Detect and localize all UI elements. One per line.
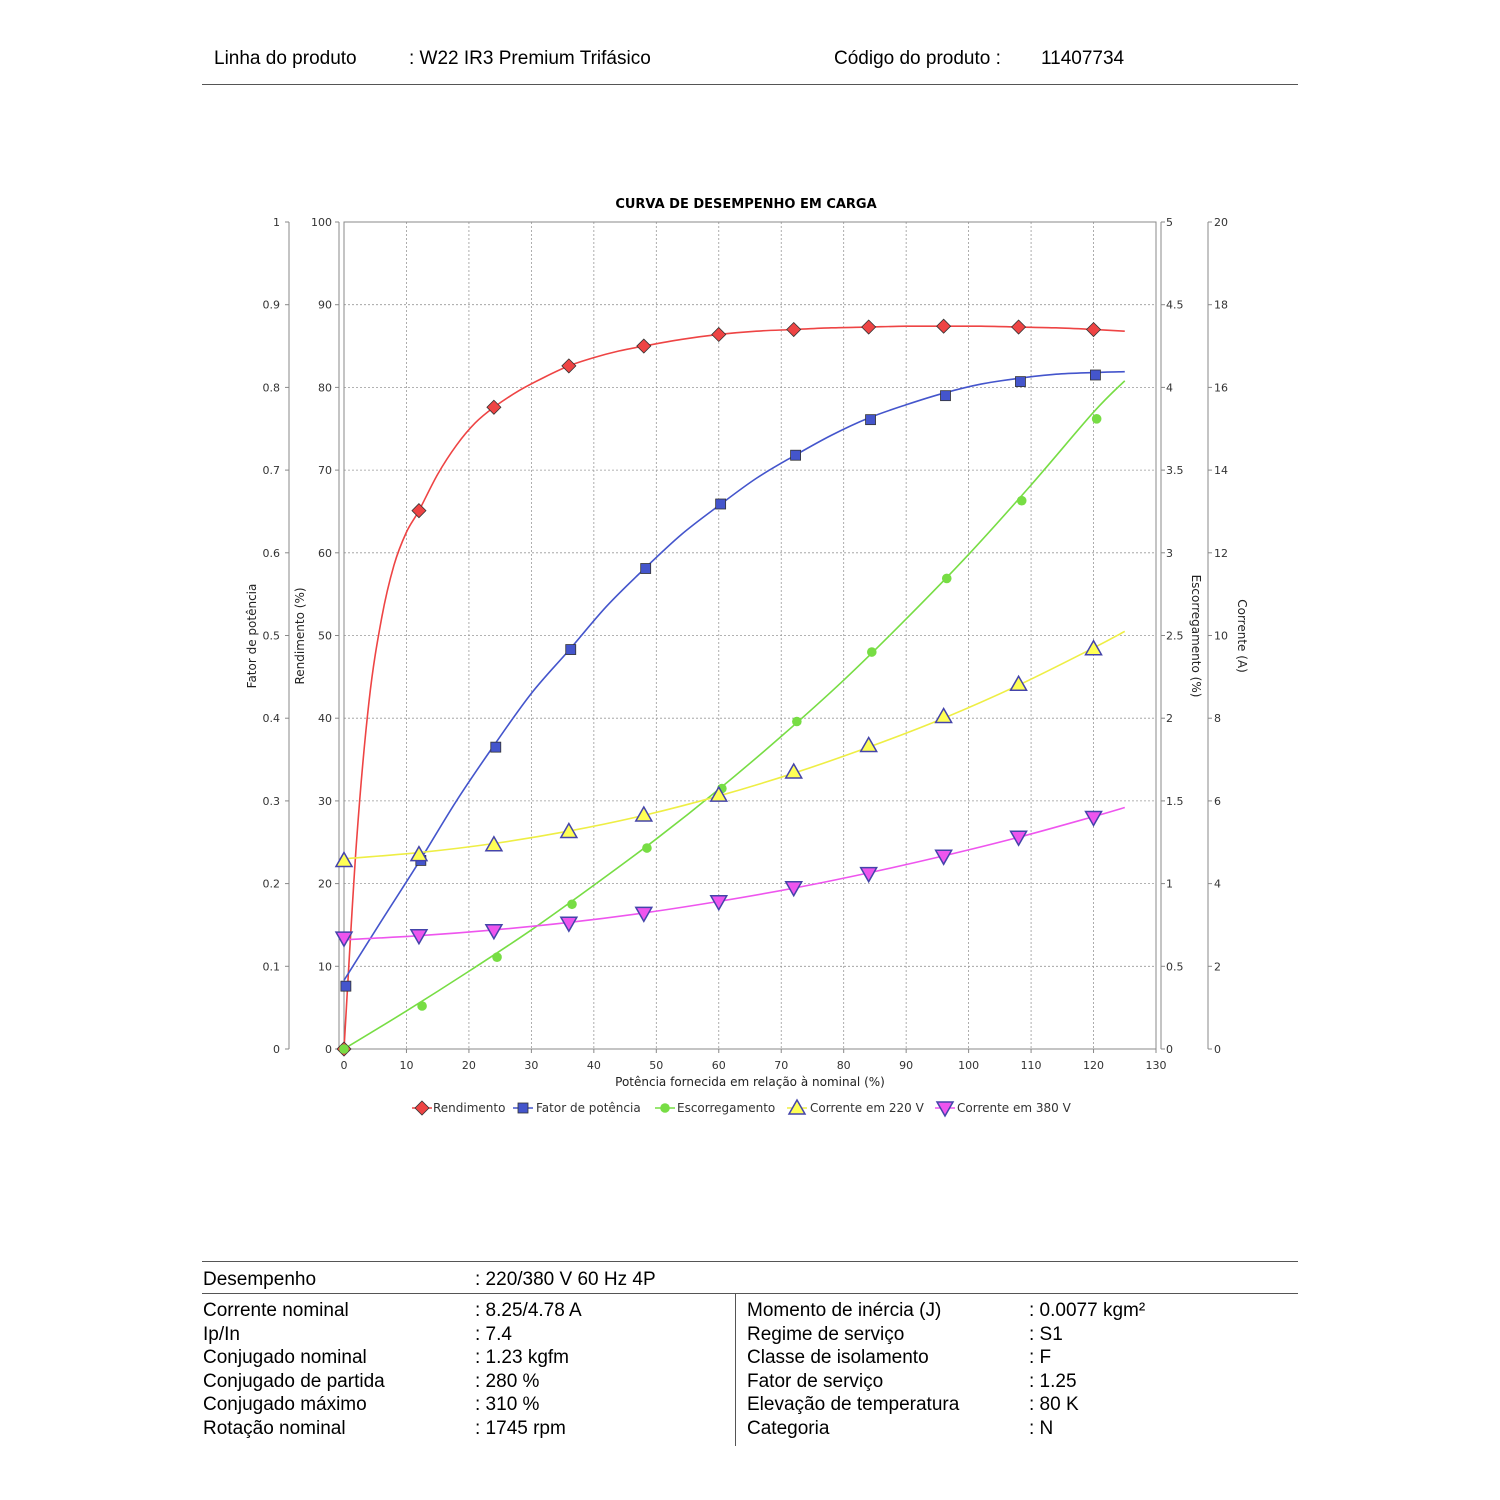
y-tick-label-rend: 20 <box>318 877 332 891</box>
product-line-value: : W22 IR3 Premium Trifásico <box>409 48 651 69</box>
data-point-rendimento <box>937 319 951 333</box>
spec-right-values <box>1029 1299 1145 1441</box>
specs-top-divider <box>202 1261 1298 1262</box>
legend-marker-fator-de-pot-ncia <box>518 1103 528 1113</box>
x-tick-label: 70 <box>774 1059 789 1072</box>
spec-value: : 1.23 kgfm <box>475 1347 569 1369</box>
data-point-rendimento <box>412 504 426 518</box>
spec-value: : 7.4 <box>475 1323 512 1345</box>
chart-axes <box>263 216 1229 1072</box>
series-curve-corrente-em-220-v <box>344 631 1125 858</box>
legend-label-escorregamento: Escorregamento <box>677 1101 776 1115</box>
spec-label: Rotação nominal <box>203 1417 346 1439</box>
x-tick-label: 10 <box>399 1059 414 1072</box>
spec-label: Momento de inércia (J) <box>747 1300 942 1321</box>
chart-curves <box>344 326 1125 1049</box>
x-tick-label: 100 <box>958 1059 980 1072</box>
y-tick-label-fator: 0.1 <box>262 960 280 974</box>
specs-title-value: : 220/380 V 60 Hz 4P <box>475 1269 656 1290</box>
series-curve-corrente-em-380-v <box>344 808 1125 940</box>
data-point-corrente-em-380-v <box>561 917 577 931</box>
product-code-value: 11407734 <box>1041 48 1125 69</box>
spec-label: Categoria <box>747 1417 830 1439</box>
chart-legend <box>412 1100 1072 1116</box>
y-tick-label-corr: 20 <box>1214 216 1228 229</box>
y-tick-label-esc: 4.5 <box>1166 298 1184 312</box>
y-tick-label-rend: 100 <box>311 216 332 229</box>
y-tick-label-fator: 1 <box>273 216 280 229</box>
specs-second-divider <box>202 1293 1298 1294</box>
y-tick-label-rend: 10 <box>318 960 332 974</box>
y-tick-label-esc: 1 <box>1166 877 1173 891</box>
legend-marker-rendimento <box>415 1101 429 1115</box>
x-tick-label: 30 <box>524 1059 539 1072</box>
y-tick-label-rend: 30 <box>318 794 332 808</box>
spec-value: : 280 % <box>475 1370 540 1392</box>
y-tick-label-esc: 1.5 <box>1166 794 1184 808</box>
spec-value: : F <box>1029 1347 1052 1369</box>
y-tick-label-rend: 70 <box>318 464 332 478</box>
chart-grid <box>344 222 1156 1049</box>
data-point-escorregamento <box>1017 496 1027 506</box>
x-tick-label: 120 <box>1083 1059 1105 1072</box>
data-point-fator-de-pot-ncia <box>1090 370 1100 380</box>
x-tick-label: 0 <box>340 1059 348 1072</box>
y-axis-label-escorregamento: Escorregamento (%) <box>1189 574 1203 698</box>
data-point-rendimento <box>1012 320 1026 334</box>
spec-value: : 0.0077 kgm² <box>1029 1300 1146 1321</box>
data-point-escorregamento <box>942 574 952 584</box>
spec-value: : 310 % <box>475 1394 540 1416</box>
data-point-escorregamento <box>792 717 802 727</box>
x-tick-label: 130 <box>1145 1059 1167 1072</box>
data-point-escorregamento <box>567 899 577 909</box>
y-tick-label-fator: 0 <box>273 1043 280 1056</box>
data-point-rendimento <box>637 339 651 353</box>
spec-label: Fator de serviço <box>747 1370 884 1392</box>
data-point-escorregamento <box>339 1044 349 1054</box>
data-point-rendimento <box>712 327 726 341</box>
data-point-corrente-em-220-v <box>1086 641 1102 655</box>
y-tick-label-corr: 6 <box>1214 794 1221 808</box>
legend-label-corrente-em-380-v: Corrente em 380 V <box>957 1101 1071 1115</box>
y-tick-label-fator: 0.2 <box>262 877 280 891</box>
spec-right-labels <box>747 1299 959 1441</box>
y-tick-label-esc: 2 <box>1166 712 1173 726</box>
spec-label: Classe de isolamento <box>747 1347 929 1369</box>
y-axis-label-rendimento: Rendimento (%) <box>293 587 307 685</box>
spec-label: Conjugado máximo <box>203 1394 367 1416</box>
spec-label: Conjugado nominal <box>203 1347 367 1369</box>
y-tick-label-esc: 3.5 <box>1166 464 1184 478</box>
x-tick-label: 20 <box>461 1059 476 1072</box>
y-tick-label-esc: 3 <box>1166 546 1173 560</box>
y-tick-label-corr: 14 <box>1214 464 1228 478</box>
chart-title: CURVA DE DESEMPENHO EM CARGA <box>615 197 877 212</box>
data-point-fator-de-pot-ncia <box>566 645 576 655</box>
legend-label-rendimento: Rendimento <box>433 1101 506 1115</box>
data-point-escorregamento <box>492 952 502 962</box>
y-tick-label-corr: 12 <box>1214 546 1228 560</box>
series-curve-escorregamento <box>344 381 1125 1049</box>
data-point-rendimento <box>562 359 576 373</box>
series-curve-rendimento <box>344 326 1125 1049</box>
spec-label: Ip/In <box>203 1323 240 1345</box>
y-tick-label-rend: 90 <box>318 298 332 312</box>
y-tick-label-esc: 4 <box>1166 381 1173 395</box>
y-tick-label-esc: 0.5 <box>1166 960 1184 974</box>
data-point-fator-de-pot-ncia <box>341 981 351 991</box>
data-point-fator-de-pot-ncia <box>1015 377 1025 387</box>
spec-label: Regime de serviço <box>747 1323 905 1345</box>
data-point-rendimento <box>787 323 801 337</box>
y-tick-label-rend: 40 <box>318 712 332 726</box>
data-point-fator-de-pot-ncia <box>791 450 801 460</box>
spec-label: Conjugado de partida <box>203 1370 385 1392</box>
data-point-rendimento <box>1087 323 1101 337</box>
y-tick-label-corr: 0 <box>1214 1043 1221 1056</box>
y-tick-label-corr: 4 <box>1214 877 1221 891</box>
y-tick-label-corr: 18 <box>1214 298 1228 312</box>
y-tick-label-rend: 50 <box>318 629 332 643</box>
y-tick-label-rend: 80 <box>318 381 332 395</box>
legend-label-fator-de-pot-ncia: Fator de potência <box>536 1101 641 1115</box>
x-tick-label: 90 <box>899 1059 914 1072</box>
data-point-rendimento <box>862 320 876 334</box>
data-point-fator-de-pot-ncia <box>941 391 951 401</box>
product-line-label: Linha do produto <box>214 48 357 69</box>
x-tick-label: 110 <box>1020 1059 1042 1072</box>
y-tick-label-fator: 0.6 <box>262 546 280 560</box>
specs-title-label: Desempenho <box>203 1269 317 1290</box>
spec-value: : S1 <box>1029 1323 1063 1345</box>
x-tick-label: 60 <box>711 1059 726 1072</box>
y-tick-label-fator: 0.5 <box>262 629 280 643</box>
data-point-escorregamento <box>642 843 652 853</box>
y-tick-label-corr: 2 <box>1214 960 1221 974</box>
spec-left-labels <box>203 1299 385 1441</box>
spec-value: : 80 K <box>1029 1394 1079 1416</box>
y-tick-label-corr: 16 <box>1214 381 1228 395</box>
spec-left-values <box>475 1299 582 1441</box>
y-tick-label-rend: 60 <box>318 546 332 560</box>
data-point-corrente-em-220-v <box>336 852 352 866</box>
x-axis-label: Potência fornecida em relação à nominal (%) <box>615 1075 885 1089</box>
spec-label: Elevação de temperatura <box>747 1394 960 1416</box>
legend-marker-corrente-em-220-v <box>789 1100 805 1114</box>
legend-marker-corrente-em-380-v <box>937 1102 953 1116</box>
series-curve-fator-de-pot-ncia <box>344 372 1125 981</box>
y-tick-label-esc: 2.5 <box>1166 629 1184 643</box>
data-point-fator-de-pot-ncia <box>641 564 651 574</box>
data-point-escorregamento <box>1092 414 1102 424</box>
y-tick-label-esc: 0 <box>1166 1043 1173 1056</box>
spec-label: Corrente nominal <box>203 1300 349 1321</box>
x-tick-label: 50 <box>649 1059 664 1072</box>
y-tick-label-fator: 0.4 <box>262 712 280 726</box>
y-axis-label-corrente: Corrente (A) <box>1235 599 1249 673</box>
specs-column-divider <box>735 1294 736 1446</box>
spec-value: : 1745 rpm <box>475 1417 566 1439</box>
y-tick-label-fator: 0.3 <box>262 794 280 808</box>
x-tick-label: 40 <box>586 1059 601 1072</box>
y-tick-label-corr: 8 <box>1214 712 1221 726</box>
y-tick-label-fator: 0.8 <box>262 381 280 395</box>
x-tick-label: 80 <box>836 1059 851 1072</box>
data-point-fator-de-pot-ncia <box>491 742 501 752</box>
product-code-label: Código do produto : <box>834 48 1001 69</box>
spec-value: : 8.25/4.78 A <box>475 1300 582 1321</box>
y-tick-label-fator: 0.9 <box>262 298 280 312</box>
spec-value: : 1.25 <box>1029 1370 1077 1392</box>
legend-label-corrente-em-220-v: Corrente em 220 V <box>810 1101 924 1115</box>
data-point-fator-de-pot-ncia <box>716 499 726 509</box>
data-point-fator-de-pot-ncia <box>866 415 876 425</box>
y-axis-label-fator: Fator de potência <box>245 583 259 689</box>
data-point-escorregamento <box>417 1001 427 1011</box>
y-tick-label-rend: 0 <box>325 1043 332 1056</box>
data-point-escorregamento <box>867 647 877 657</box>
spec-value: : N <box>1029 1417 1054 1439</box>
y-tick-label-esc: 5 <box>1166 216 1173 229</box>
y-tick-label-corr: 10 <box>1214 629 1228 643</box>
data-point-corrente-em-380-v <box>486 925 502 939</box>
legend-marker-escorregamento <box>660 1103 670 1113</box>
y-tick-label-fator: 0.7 <box>262 464 280 478</box>
data-point-rendimento <box>487 400 501 414</box>
